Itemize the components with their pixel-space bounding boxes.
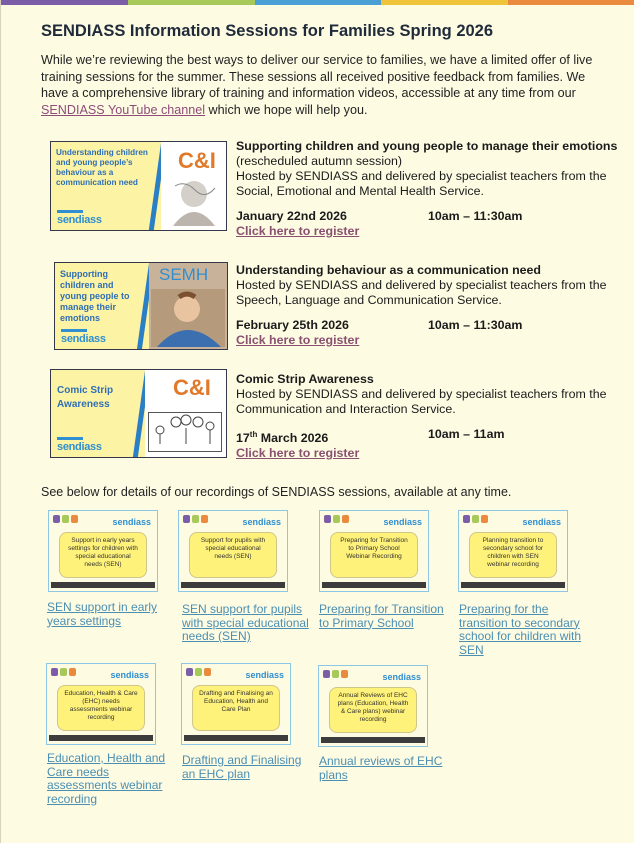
session-2-date: February 25th 2026 [236,318,349,332]
video-controls-bar[interactable] [184,735,288,741]
video-controls-bar[interactable] [181,582,285,588]
video-controls-bar[interactable] [461,582,565,588]
recording-link-3[interactable]: Preparing for Transition to Primary School [319,602,444,630]
service-icons [324,515,349,523]
service-icons [186,668,211,676]
video-controls-bar[interactable] [322,582,426,588]
session-1 [236,139,621,239]
sendiass-logo: sendiass [57,210,102,226]
session-2-thumbnail [54,262,228,350]
recording-thumbnail-2[interactable] [178,510,288,592]
session-2-title: Understanding behaviour as a communication need [236,263,542,277]
child-photo-icon [165,176,223,226]
child-photo-icon [151,289,225,347]
recording-thumbnail-5[interactable] [46,663,156,745]
session-1-register-link[interactable]: Click here to register [236,224,360,238]
session-1-thumb-title: Understanding children and young people’s behaviour as a communication need [56,148,148,187]
recording-thumb-text: Education, Health & Care (EHC) needs assessments webinar recording [57,685,145,731]
recording-thumbnail-1[interactable] [48,510,158,592]
ci-badge-icon: C&I [173,375,211,400]
recording-thumbnail-7[interactable] [318,665,428,747]
session-3-time: 10am – 11am [428,427,505,441]
session-1-thumbnail [50,141,227,231]
sendiass-logo: sendiass [61,329,106,345]
youtube-channel-link[interactable]: SENDIASS YouTube channel [41,103,206,118]
session-2-register-link[interactable]: Click here to register [236,333,360,347]
session-1-date: January 22nd 2026 [236,209,347,223]
recordings-intro: See below for details of our recordings of SENDIASS sessions, available at any time. [41,485,512,499]
comic-strip-icon [148,412,222,452]
session-2 [236,263,621,348]
session-3-date: 17th March 2026 [236,430,329,446]
sendiass-logo: sendiass [242,517,281,527]
sendiass-logo: sendiass [110,670,149,680]
sendiass-logo: sendiass [112,517,151,527]
semh-badge-icon: SEMH [159,265,209,284]
session-1-description: Hosted by SENDIASS and delivered by specialist teachers from the Social, Emotional and Mental Health Service. [236,169,607,198]
session-2-thumb-title: Supporting children and young people to manage their emotions [60,269,130,323]
page-title: SENDIASS Information Sessions for Families Spring 2026 [41,22,494,40]
recording-link-7[interactable]: Annual reviews of EHC plans [319,754,443,782]
sendiass-logo: sendiass [382,672,421,682]
recording-thumbnail-4[interactable] [458,510,568,592]
session-1-title: Supporting children and young people to manage their emotions [236,139,618,153]
session-3-thumb-title: Comic Strip Awareness [57,385,114,410]
video-controls-bar[interactable] [49,735,153,741]
sendiass-logo: sendiass [245,670,284,680]
recording-thumb-text: Drafting and Finalising an Education, Health and Care Plan [192,685,280,731]
service-icons [183,515,208,523]
service-icons [323,670,348,678]
session-1-time: 10am – 11:30am [428,209,523,223]
session-3-description: Hosted by SENDIASS and delivered by specialist teachers from the Communication and Interaction Service. [236,387,607,416]
recording-link-6[interactable]: Drafting and Finalising an EHC plan [182,753,302,781]
service-icons [51,668,76,676]
recording-thumb-text: Annual Reviews of EHC plans (Education, Health & Care plans) webinar recording [329,687,417,733]
session-1-note: (rescheduled autumn session) [236,154,402,168]
recording-thumb-text: Preparing for Transition to Primary School Webinar Recording [330,532,418,578]
sendiass-logo: sendiass [383,517,422,527]
intro-paragraph: While we’re reviewing the best ways to deliver our service to families, we have a limited offer of live training sessions for the summer. These sessions all received positive feedback from families. We have a comprehensive library of training and information videos, accessible at any time from our SENDIASS YouTube channel which we hope will help you. [41,53,593,118]
sendiass-logo: sendiass [522,517,561,527]
session-2-description: Hosted by SENDIASS and delivered by specialist teachers from the Speech, Language and Communication Service. [236,278,607,307]
video-controls-bar[interactable] [321,737,425,743]
session-2-time: 10am – 11:30am [428,318,523,332]
recording-link-2[interactable]: SEN support for pupils with special educational needs (SEN) [182,602,309,643]
colour-stripe-bar [1,0,634,5]
recording-link-5[interactable]: Education, Health and Care needs assessments webinar recording [47,751,166,806]
service-icons [53,515,78,523]
service-icons [463,515,488,523]
session-3-title: Comic Strip Awareness [236,372,374,386]
recording-thumbnail-6[interactable] [181,663,291,745]
recording-link-4[interactable]: Preparing for the transition to secondary school for children with SEN [459,602,582,657]
recording-link-1[interactable]: SEN support in early years settings [47,600,158,628]
recording-thumbnail-3[interactable] [319,510,429,592]
sendiass-logo: sendiass [57,437,102,453]
video-controls-bar[interactable] [51,582,155,588]
ci-badge-icon: C&I [178,148,216,173]
session-3 [236,372,621,461]
recording-thumb-text: Support in early years settings for children with special educational needs (SEN) [59,532,147,578]
recording-thumb-text: Planning transition to secondary school for children with SEN webinar recording [469,532,557,578]
session-3-thumbnail [50,369,227,458]
session-3-register-link[interactable]: Click here to register [236,446,360,461]
recording-thumb-text: Support for pupils with special educational needs (SEN) [189,532,277,578]
